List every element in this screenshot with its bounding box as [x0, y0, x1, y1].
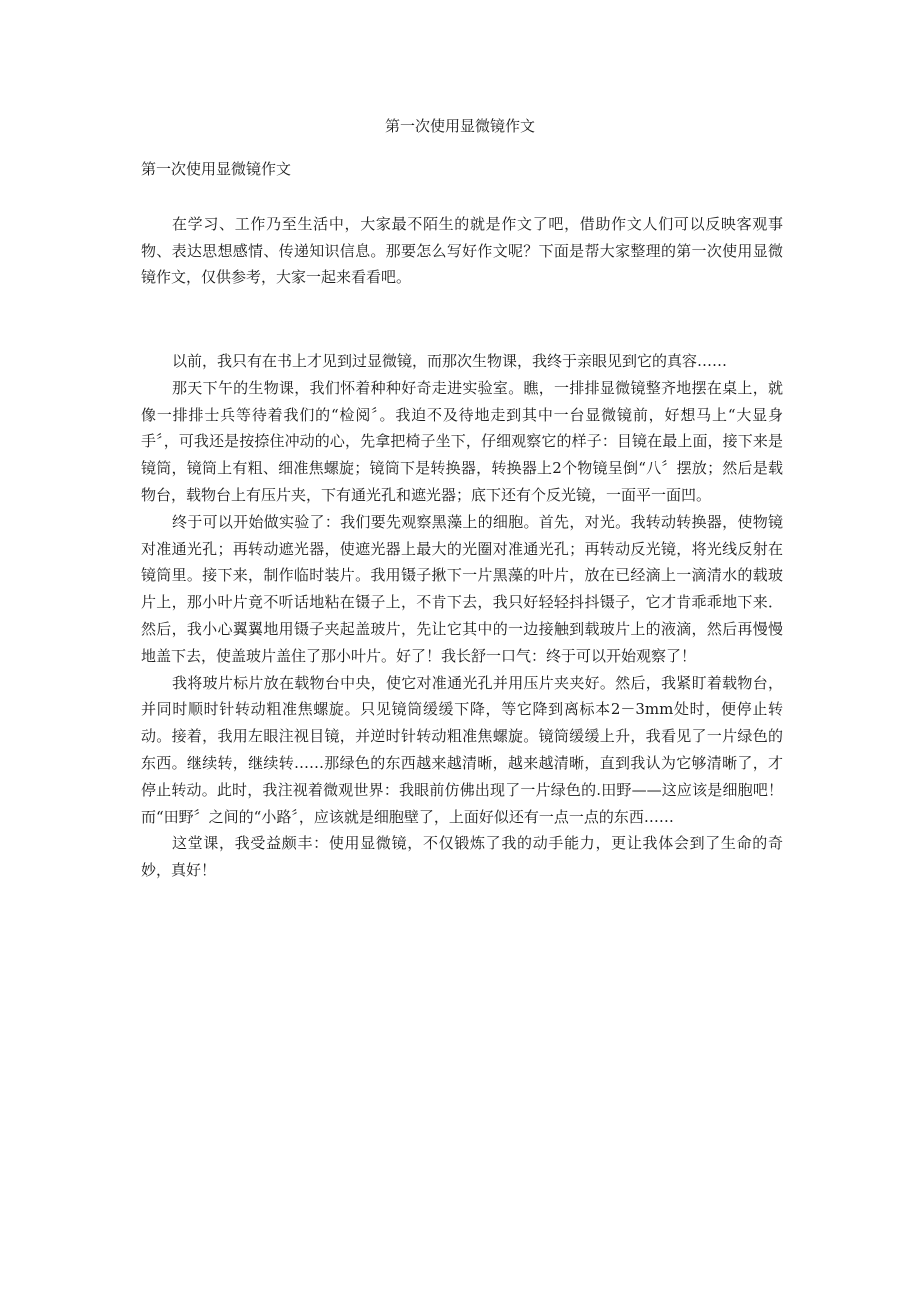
- essay-paragraph-2: 那天下午的生物课，我们怀着种种好奇走进实验室。瞧，一排排显微镜整齐地摆在桌上，就像一排排士兵等待着我们的“检阅〞。我迫不及待地走到其中一台显微镜前，好想马上“大显身手〞，可我还是按捺住冲动的心，先拿把椅子坐下，仔细观察它的样子：目镜在最上面，接下来是镜筒，镜筒上有粗、细准焦螺旋；镜筒下是转换器，转换器上2个物镜呈倒“八〞摆放；然后是载物台，载物台上有压片夹，下有通光孔和遮光器；底下还有个反光镜，一面平一面凹。: [141, 378, 783, 504]
- essay-paragraph-5: 这堂课，我受益颇丰：使用显微镜，不仅锻炼了我的动手能力，更让我体会到了生命的奇妙，真好！: [141, 834, 783, 880]
- essay-paragraph-3: 终于可以开始做实验了：我们要先观察黑藻上的细胞。首先，对光。我转动转换器，使物镜对准通光孔；再转动遮光器，使遮光器上最大的光圈对准通光孔；再转动反光镜，将光线反射在镜筒里。接下来，制作临时装片。我用镊子揪下一片黑藻的叶片，放在已经滴上一滴清水的载玻片上，那小叶片竟不听话地粘在镊子上，不肯下去，我只好轻轻抖抖镊子，它才肯乖乖地下来．然后，我小心翼翼地用镊子夹起盖玻片，先让它其中的一边接触到载玻片上的液滴，然后再慢慢地盖下去，使盖玻片盖住了那小叶片。好了！我长舒一口气：终于可以开始观察了！: [141, 512, 783, 665]
- essay-paragraph-4: 我将玻片标片放在载物台中央，使它对准通光孔并用压片夹夹好。然后，我紧盯着载物台，并同时顺时针转动粗准焦螺旋。只见镜筒缓缓下降，等它降到离标本2－3mm处时，便停止转动。接着，我用左眼注视目镜，并逆时针转动粗准焦螺旋。镜筒缓缓上升，我看见了一片绿色的东西。继续转，继续转……那绿色的东西越来越清晰，越来越清晰，直到我认为它够清晰了，才停止转动。此时，我注视着微观世界：我眼前仿佛出现了一片绿色的.田野——这应该是细胞吧！而“田野〞之间的“小路〞，应该就是细胞壁了，上面好似还有一点一点的东西……: [141, 673, 783, 826]
- essay-body: [141, 348, 783, 884]
- document-title: 第一次使用显微镜作文: [384, 117, 535, 135]
- intro-paragraph: 在学习、工作乃至生活中，大家最不陌生的就是作文了吧，借助作文人们可以反映客观事物、表达思想感情、传递知识信息。那要怎么写好作文呢？下面是帮大家整理的第一次使用显微镜作文，仅供参考，大家一起来看看吧。: [141, 215, 783, 286]
- document-subtitle: 第一次使用显微镜作文: [141, 160, 292, 178]
- essay-paragraph-1: 以前，我只有在书上才见到过显微镜，而那次生物课，我终于亲眼见到它的真容……: [172, 352, 728, 370]
